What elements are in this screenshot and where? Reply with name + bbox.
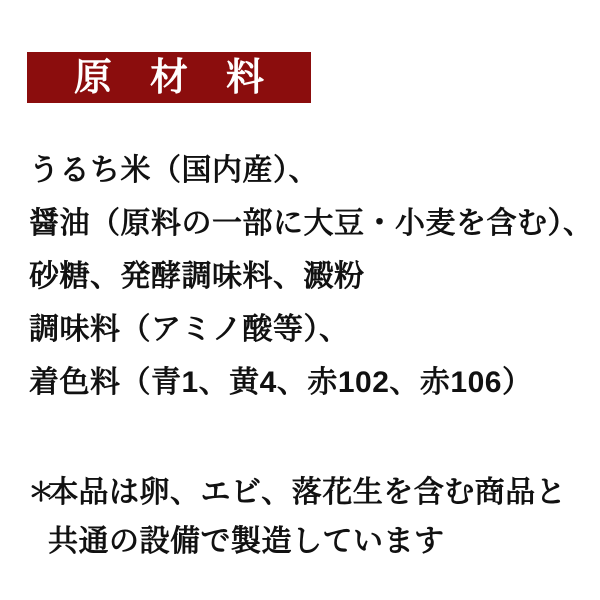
ingredient-line-1: うるち米（国内産）、: [29, 154, 319, 187]
ingredient-line-3: 砂糖、発酵調味料、澱粉: [29, 260, 365, 293]
ingredient-line-2: 醤油（原料の一部に大豆・小麦を含む）、: [29, 207, 594, 240]
ingredient-line-5: 着色料（青1、黄4、赤102、赤106）: [29, 366, 533, 399]
allergy-note-line-2: 共通の設備で製造しています: [48, 525, 445, 558]
allergy-note-text: [48, 468, 588, 566]
asterisk-marker: ＊: [28, 477, 55, 507]
ingredients-header-title: 原 材 料: [73, 56, 264, 99]
ingredients-header-bar: [27, 52, 311, 103]
allergy-note-line-1: 本品は卵、エビ、落花生を含む商品と: [48, 476, 567, 509]
ingredients-list: [29, 144, 594, 409]
ingredient-line-4: 調味料（アミノ酸等）、: [29, 313, 350, 346]
allergy-note: [28, 468, 588, 566]
